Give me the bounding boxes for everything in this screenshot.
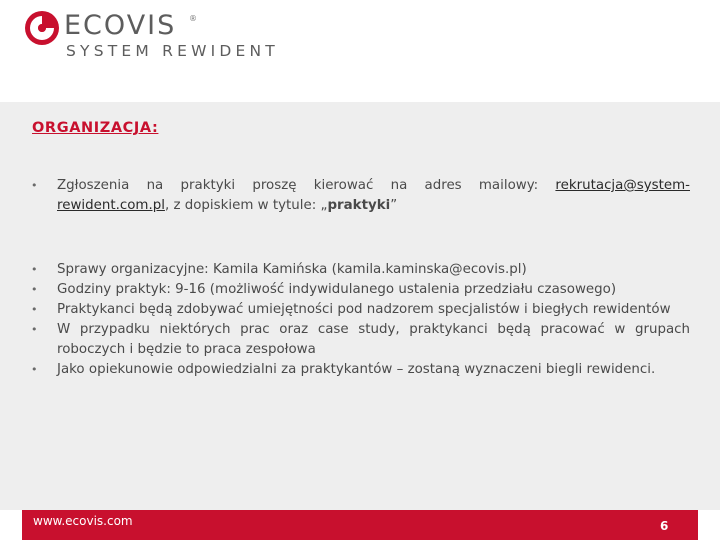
bullet-icon: • (31, 323, 38, 336)
list-item (30, 280, 690, 300)
list-item-text: , z dopiskiem w tytule: „ (164, 198, 328, 213)
list-item (30, 176, 690, 216)
ecovis-logo-icon (24, 10, 60, 46)
logo-registered-mark: ® (189, 14, 197, 23)
slide-footer (0, 510, 720, 540)
list-item-text: Sprawy organizacyjne: Kamila Kamińska (kamila.kaminska@ecovis.pl) (57, 262, 527, 277)
slide-header (0, 0, 720, 102)
content-area (0, 102, 720, 510)
list-item-text: Godziny praktyk: 9-16 (możliwość indywidulanego ustalenia przedziału czasowego) (57, 282, 617, 297)
bullet-icon: • (31, 263, 38, 276)
list-item (30, 260, 690, 280)
list-item-text: Zgłoszenia na praktyki proszę kierować na adres mailowy: (57, 178, 556, 193)
page-number-box (642, 510, 698, 540)
bullet-list (30, 176, 690, 380)
list-item-text: ” (390, 198, 398, 213)
bullet-icon: • (31, 303, 38, 316)
bullet-icon: • (31, 283, 38, 296)
list-item-text: Jako opiekunowie odpowiedzialni za praktykantów – zostaną wyznaczeni biegli rewidenci. (57, 362, 656, 377)
footer-url-link[interactable]: www.ecovis.com (33, 514, 133, 528)
section-title: ORGANIZACJA: (32, 120, 159, 136)
email-link[interactable]: rekrutacja@system-rewident.com.pl (57, 178, 690, 213)
logo-subtitle: SYSTEM REWIDENT (66, 42, 279, 60)
logo-brand-text: ECOVIS (64, 10, 177, 41)
bullet-icon: • (31, 179, 38, 192)
list-item (30, 300, 690, 320)
footer-bar (22, 510, 642, 540)
page-number: 6 (660, 519, 669, 533)
bullet-icon: • (31, 363, 38, 376)
ecovis-logo (24, 8, 284, 62)
list-item-text: W przypadku niektórych prac oraz case study, praktykanci będą pracować w grupach roboczych i będzie to praca zespołowa (57, 322, 690, 357)
list-item (30, 320, 690, 360)
emphasis-text: praktyki (327, 198, 391, 213)
list-item-text: Praktykanci będą zdobywać umiejętności pod nadzorem specjalistów i biegłych rewidentów (57, 302, 671, 317)
list-item (30, 360, 690, 380)
